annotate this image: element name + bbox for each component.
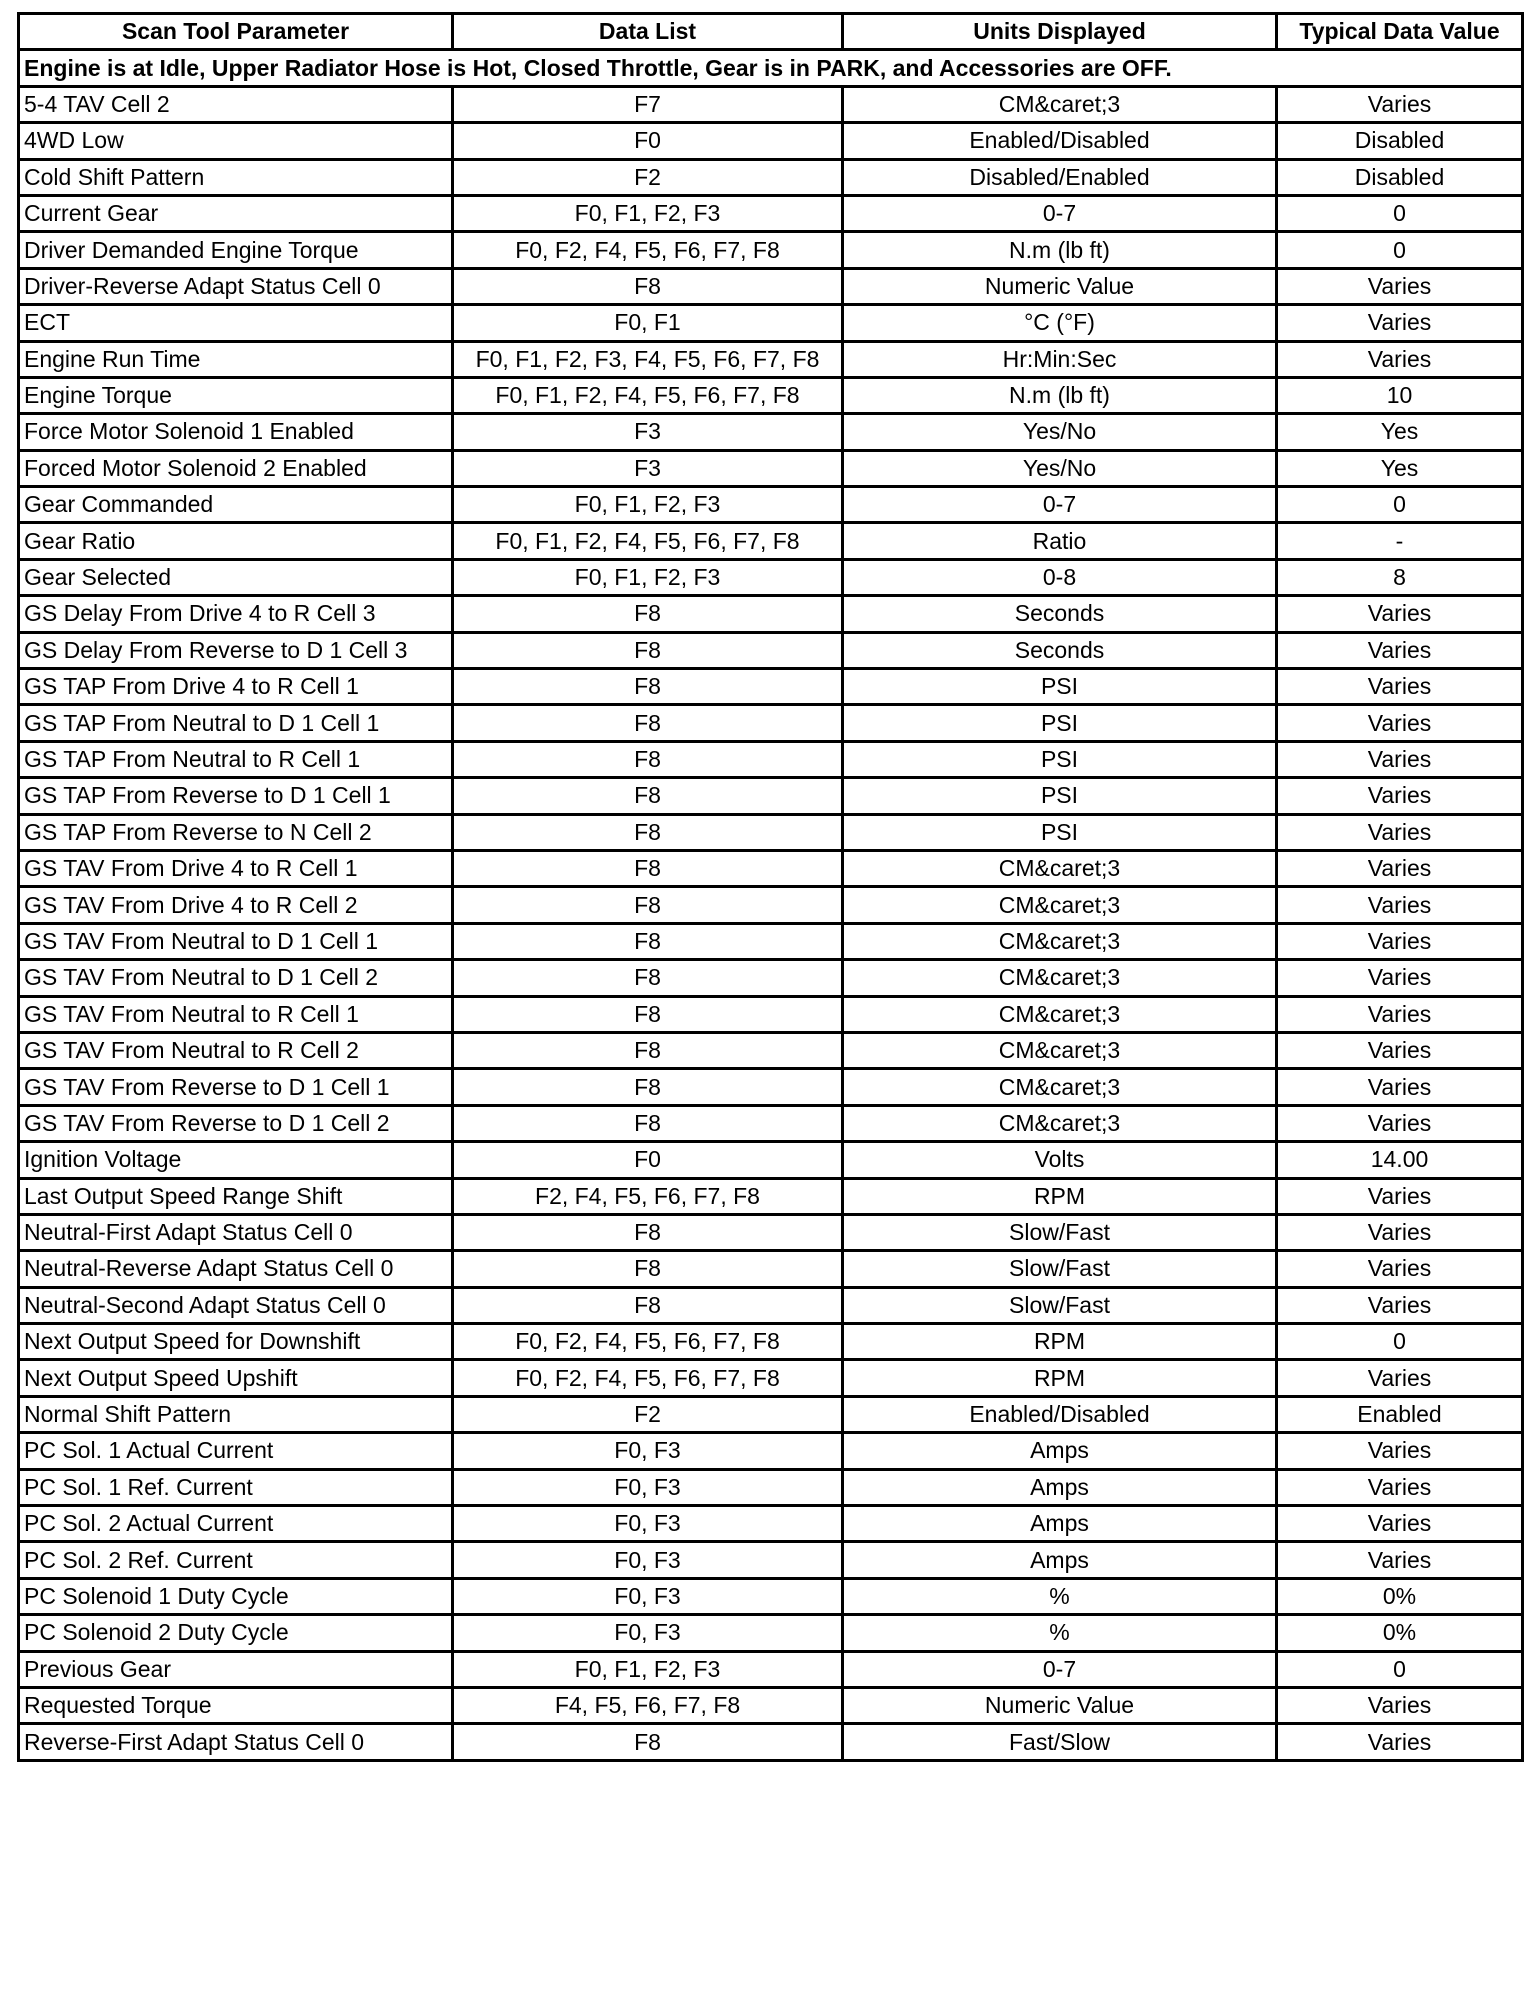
table-row bbox=[19, 123, 1523, 159]
cell-units-displayed: °C (°F) bbox=[843, 305, 1277, 341]
cell-scan-tool-parameter: Engine Run Time bbox=[19, 341, 453, 377]
cell-scan-tool-parameter: GS Delay From Drive 4 to R Cell 3 bbox=[19, 596, 453, 632]
cell-units-displayed: CM&caret;3 bbox=[843, 1105, 1277, 1141]
cell-scan-tool-parameter: GS TAV From Neutral to D 1 Cell 1 bbox=[19, 923, 453, 959]
table-row bbox=[19, 1251, 1523, 1287]
cell-units-displayed: Numeric Value bbox=[843, 1687, 1277, 1723]
cell-typical-data-value: Varies bbox=[1277, 1105, 1523, 1141]
cell-data-list: F0, F1, F2, F3 bbox=[453, 195, 843, 231]
cell-units-displayed: Enabled/Disabled bbox=[843, 1396, 1277, 1432]
cell-typical-data-value: Varies bbox=[1277, 1469, 1523, 1505]
cell-data-list: F0, F1, F2, F4, F5, F6, F7, F8 bbox=[453, 377, 843, 413]
cell-data-list: F8 bbox=[453, 1251, 843, 1287]
cell-data-list: F8 bbox=[453, 1069, 843, 1105]
cell-typical-data-value: 0 bbox=[1277, 487, 1523, 523]
cell-scan-tool-parameter: Gear Commanded bbox=[19, 487, 453, 523]
cell-typical-data-value: 0% bbox=[1277, 1578, 1523, 1614]
cell-data-list: F0, F1, F2, F3 bbox=[453, 1651, 843, 1687]
cell-units-displayed: Amps bbox=[843, 1506, 1277, 1542]
cell-typical-data-value: Disabled bbox=[1277, 159, 1523, 195]
cell-typical-data-value: Varies bbox=[1277, 705, 1523, 741]
cell-scan-tool-parameter: GS TAP From Reverse to N Cell 2 bbox=[19, 814, 453, 850]
table-row bbox=[19, 596, 1523, 632]
table-row bbox=[19, 487, 1523, 523]
cell-units-displayed: Enabled/Disabled bbox=[843, 123, 1277, 159]
cell-scan-tool-parameter: ECT bbox=[19, 305, 453, 341]
cell-typical-data-value: - bbox=[1277, 523, 1523, 559]
cell-units-displayed: N.m (lb ft) bbox=[843, 232, 1277, 268]
table-row bbox=[19, 741, 1523, 777]
cell-typical-data-value: Yes bbox=[1277, 450, 1523, 486]
table-row bbox=[19, 1178, 1523, 1214]
cell-typical-data-value: Varies bbox=[1277, 1433, 1523, 1469]
cell-units-displayed: Seconds bbox=[843, 596, 1277, 632]
cell-units-displayed: % bbox=[843, 1615, 1277, 1651]
cell-typical-data-value: Varies bbox=[1277, 1724, 1523, 1760]
cell-typical-data-value: Varies bbox=[1277, 960, 1523, 996]
table-row bbox=[19, 1069, 1523, 1105]
cell-data-list: F0, F2, F4, F5, F6, F7, F8 bbox=[453, 1324, 843, 1360]
table-row bbox=[19, 996, 1523, 1032]
cell-units-displayed: 0-7 bbox=[843, 195, 1277, 231]
cell-scan-tool-parameter: Reverse-First Adapt Status Cell 0 bbox=[19, 1724, 453, 1760]
cell-scan-tool-parameter: GS TAP From Neutral to D 1 Cell 1 bbox=[19, 705, 453, 741]
cell-typical-data-value: Varies bbox=[1277, 632, 1523, 668]
cell-scan-tool-parameter: PC Sol. 2 Ref. Current bbox=[19, 1542, 453, 1578]
cell-data-list: F0, F3 bbox=[453, 1542, 843, 1578]
cell-data-list: F8 bbox=[453, 850, 843, 886]
table-row bbox=[19, 86, 1523, 122]
cell-data-list: F0 bbox=[453, 123, 843, 159]
cell-data-list: F8 bbox=[453, 1032, 843, 1068]
cell-data-list: F8 bbox=[453, 596, 843, 632]
header-units-displayed: Units Displayed bbox=[843, 14, 1277, 50]
cell-scan-tool-parameter: Last Output Speed Range Shift bbox=[19, 1178, 453, 1214]
cell-scan-tool-parameter: PC Sol. 2 Actual Current bbox=[19, 1506, 453, 1542]
cell-scan-tool-parameter: Neutral-Second Adapt Status Cell 0 bbox=[19, 1287, 453, 1323]
table-row bbox=[19, 1032, 1523, 1068]
cell-data-list: F8 bbox=[453, 632, 843, 668]
cell-units-displayed: CM&caret;3 bbox=[843, 996, 1277, 1032]
cell-scan-tool-parameter: GS TAV From Drive 4 to R Cell 2 bbox=[19, 887, 453, 923]
cell-data-list: F4, F5, F6, F7, F8 bbox=[453, 1687, 843, 1723]
table-row bbox=[19, 1687, 1523, 1723]
cell-scan-tool-parameter: GS TAP From Drive 4 to R Cell 1 bbox=[19, 669, 453, 705]
cell-scan-tool-parameter: GS TAV From Reverse to D 1 Cell 2 bbox=[19, 1105, 453, 1141]
condition-row bbox=[19, 50, 1523, 86]
cell-units-displayed: Volts bbox=[843, 1142, 1277, 1178]
cell-scan-tool-parameter: Force Motor Solenoid 1 Enabled bbox=[19, 414, 453, 450]
cell-data-list: F0 bbox=[453, 1142, 843, 1178]
table-row bbox=[19, 778, 1523, 814]
table-row bbox=[19, 268, 1523, 304]
cell-units-displayed: Seconds bbox=[843, 632, 1277, 668]
table-row bbox=[19, 305, 1523, 341]
cell-units-displayed: CM&caret;3 bbox=[843, 923, 1277, 959]
cell-units-displayed: 0-7 bbox=[843, 487, 1277, 523]
cell-data-list: F8 bbox=[453, 705, 843, 741]
cell-units-displayed: Slow/Fast bbox=[843, 1251, 1277, 1287]
cell-units-displayed: PSI bbox=[843, 669, 1277, 705]
cell-scan-tool-parameter: Forced Motor Solenoid 2 Enabled bbox=[19, 450, 453, 486]
cell-typical-data-value: Varies bbox=[1277, 1287, 1523, 1323]
cell-scan-tool-parameter: Current Gear bbox=[19, 195, 453, 231]
cell-data-list: F8 bbox=[453, 996, 843, 1032]
cell-data-list: F2 bbox=[453, 1396, 843, 1432]
cell-units-displayed: Slow/Fast bbox=[843, 1214, 1277, 1250]
cell-data-list: F7 bbox=[453, 86, 843, 122]
cell-typical-data-value: Varies bbox=[1277, 741, 1523, 777]
cell-typical-data-value: Varies bbox=[1277, 1542, 1523, 1578]
cell-scan-tool-parameter: Next Output Speed for Downshift bbox=[19, 1324, 453, 1360]
cell-units-displayed: Ratio bbox=[843, 523, 1277, 559]
cell-units-displayed: Slow/Fast bbox=[843, 1287, 1277, 1323]
cell-scan-tool-parameter: GS TAP From Reverse to D 1 Cell 1 bbox=[19, 778, 453, 814]
table-row bbox=[19, 705, 1523, 741]
cell-typical-data-value: Varies bbox=[1277, 1214, 1523, 1250]
cell-units-displayed: % bbox=[843, 1578, 1277, 1614]
cell-typical-data-value: Varies bbox=[1277, 1687, 1523, 1723]
cell-units-displayed: N.m (lb ft) bbox=[843, 377, 1277, 413]
cell-data-list: F0, F1, F2, F3, F4, F5, F6, F7, F8 bbox=[453, 341, 843, 377]
header-scan-tool-parameter: Scan Tool Parameter bbox=[19, 14, 453, 50]
cell-typical-data-value: Varies bbox=[1277, 1032, 1523, 1068]
cell-scan-tool-parameter: Gear Selected bbox=[19, 559, 453, 595]
cell-data-list: F3 bbox=[453, 414, 843, 450]
cell-typical-data-value: 10 bbox=[1277, 377, 1523, 413]
cell-scan-tool-parameter: Ignition Voltage bbox=[19, 1142, 453, 1178]
table-row bbox=[19, 1651, 1523, 1687]
cell-typical-data-value: Varies bbox=[1277, 268, 1523, 304]
cell-units-displayed: CM&caret;3 bbox=[843, 1032, 1277, 1068]
table-row bbox=[19, 159, 1523, 195]
cell-typical-data-value: 0 bbox=[1277, 195, 1523, 231]
cell-scan-tool-parameter: PC Sol. 1 Ref. Current bbox=[19, 1469, 453, 1505]
cell-units-displayed: Yes/No bbox=[843, 450, 1277, 486]
cell-data-list: F0, F3 bbox=[453, 1615, 843, 1651]
cell-typical-data-value: Varies bbox=[1277, 814, 1523, 850]
cell-data-list: F0, F2, F4, F5, F6, F7, F8 bbox=[453, 1360, 843, 1396]
cell-typical-data-value: Varies bbox=[1277, 887, 1523, 923]
cell-scan-tool-parameter: 5-4 TAV Cell 2 bbox=[19, 86, 453, 122]
table-row bbox=[19, 559, 1523, 595]
table-row bbox=[19, 1469, 1523, 1505]
cell-scan-tool-parameter: Neutral-First Adapt Status Cell 0 bbox=[19, 1214, 453, 1250]
cell-data-list: F8 bbox=[453, 1724, 843, 1760]
cell-units-displayed: CM&caret;3 bbox=[843, 850, 1277, 886]
table-row bbox=[19, 1433, 1523, 1469]
table-row bbox=[19, 341, 1523, 377]
cell-typical-data-value: 8 bbox=[1277, 559, 1523, 595]
table-row bbox=[19, 1615, 1523, 1651]
cell-typical-data-value: Varies bbox=[1277, 86, 1523, 122]
cell-scan-tool-parameter: Cold Shift Pattern bbox=[19, 159, 453, 195]
table-row bbox=[19, 632, 1523, 668]
cell-data-list: F8 bbox=[453, 1214, 843, 1250]
cell-data-list: F8 bbox=[453, 268, 843, 304]
cell-data-list: F8 bbox=[453, 1105, 843, 1141]
test-condition-text: Engine is at Idle, Upper Radiator Hose is Hot, Closed Throttle, Gear is in PARK, and Accessories are OFF. bbox=[19, 50, 1523, 86]
table-row bbox=[19, 1287, 1523, 1323]
table-row bbox=[19, 232, 1523, 268]
table-row bbox=[19, 195, 1523, 231]
cell-units-displayed: PSI bbox=[843, 778, 1277, 814]
cell-units-displayed: Numeric Value bbox=[843, 268, 1277, 304]
cell-data-list: F8 bbox=[453, 960, 843, 996]
cell-data-list: F8 bbox=[453, 814, 843, 850]
cell-data-list: F8 bbox=[453, 741, 843, 777]
cell-data-list: F8 bbox=[453, 669, 843, 705]
cell-scan-tool-parameter: Driver Demanded Engine Torque bbox=[19, 232, 453, 268]
cell-units-displayed: PSI bbox=[843, 814, 1277, 850]
cell-units-displayed: PSI bbox=[843, 705, 1277, 741]
cell-data-list: F8 bbox=[453, 923, 843, 959]
cell-scan-tool-parameter: GS TAV From Neutral to D 1 Cell 2 bbox=[19, 960, 453, 996]
cell-typical-data-value: Varies bbox=[1277, 778, 1523, 814]
scan-tool-data-table bbox=[17, 12, 1524, 1762]
header-typical-data-value: Typical Data Value bbox=[1277, 14, 1523, 50]
cell-data-list: F0, F1, F2, F3 bbox=[453, 559, 843, 595]
table-row bbox=[19, 1396, 1523, 1432]
cell-typical-data-value: 0 bbox=[1277, 1324, 1523, 1360]
cell-typical-data-value: Enabled bbox=[1277, 1396, 1523, 1432]
table-row bbox=[19, 450, 1523, 486]
cell-typical-data-value: Varies bbox=[1277, 1178, 1523, 1214]
cell-typical-data-value: Yes bbox=[1277, 414, 1523, 450]
cell-data-list: F8 bbox=[453, 1287, 843, 1323]
cell-data-list: F2 bbox=[453, 159, 843, 195]
cell-typical-data-value: Disabled bbox=[1277, 123, 1523, 159]
cell-units-displayed: RPM bbox=[843, 1360, 1277, 1396]
cell-typical-data-value: Varies bbox=[1277, 923, 1523, 959]
cell-data-list: F0, F1, F2, F4, F5, F6, F7, F8 bbox=[453, 523, 843, 559]
table-row bbox=[19, 814, 1523, 850]
table-row bbox=[19, 1324, 1523, 1360]
cell-typical-data-value: Varies bbox=[1277, 1251, 1523, 1287]
cell-scan-tool-parameter: 4WD Low bbox=[19, 123, 453, 159]
cell-scan-tool-parameter: Normal Shift Pattern bbox=[19, 1396, 453, 1432]
cell-units-displayed: Hr:Min:Sec bbox=[843, 341, 1277, 377]
table-row bbox=[19, 850, 1523, 886]
cell-typical-data-value: Varies bbox=[1277, 341, 1523, 377]
table-row bbox=[19, 1105, 1523, 1141]
cell-data-list: F0, F3 bbox=[453, 1433, 843, 1469]
table-row bbox=[19, 414, 1523, 450]
header-data-list: Data List bbox=[453, 14, 843, 50]
table-row bbox=[19, 887, 1523, 923]
cell-scan-tool-parameter: GS TAV From Neutral to R Cell 1 bbox=[19, 996, 453, 1032]
cell-typical-data-value: Varies bbox=[1277, 596, 1523, 632]
cell-units-displayed: Yes/No bbox=[843, 414, 1277, 450]
cell-data-list: F0, F3 bbox=[453, 1469, 843, 1505]
table-row bbox=[19, 1578, 1523, 1614]
table-row bbox=[19, 923, 1523, 959]
cell-scan-tool-parameter: PC Solenoid 2 Duty Cycle bbox=[19, 1615, 453, 1651]
cell-scan-tool-parameter: Previous Gear bbox=[19, 1651, 453, 1687]
cell-data-list: F0, F2, F4, F5, F6, F7, F8 bbox=[453, 232, 843, 268]
cell-data-list: F2, F4, F5, F6, F7, F8 bbox=[453, 1178, 843, 1214]
cell-units-displayed: RPM bbox=[843, 1178, 1277, 1214]
cell-units-displayed: Amps bbox=[843, 1542, 1277, 1578]
cell-units-displayed: RPM bbox=[843, 1324, 1277, 1360]
cell-scan-tool-parameter: Next Output Speed Upshift bbox=[19, 1360, 453, 1396]
table-row bbox=[19, 1724, 1523, 1760]
table-header-row bbox=[19, 14, 1523, 50]
cell-typical-data-value: Varies bbox=[1277, 1506, 1523, 1542]
table-row bbox=[19, 1214, 1523, 1250]
cell-scan-tool-parameter: GS TAV From Neutral to R Cell 2 bbox=[19, 1032, 453, 1068]
cell-scan-tool-parameter: GS Delay From Reverse to D 1 Cell 3 bbox=[19, 632, 453, 668]
table-row bbox=[19, 523, 1523, 559]
cell-data-list: F8 bbox=[453, 887, 843, 923]
cell-typical-data-value: Varies bbox=[1277, 996, 1523, 1032]
cell-scan-tool-parameter: Gear Ratio bbox=[19, 523, 453, 559]
table-row bbox=[19, 1360, 1523, 1396]
cell-units-displayed: CM&caret;3 bbox=[843, 887, 1277, 923]
cell-scan-tool-parameter: Requested Torque bbox=[19, 1687, 453, 1723]
cell-scan-tool-parameter: PC Solenoid 1 Duty Cycle bbox=[19, 1578, 453, 1614]
cell-units-displayed: Disabled/Enabled bbox=[843, 159, 1277, 195]
table-row bbox=[19, 669, 1523, 705]
cell-units-displayed: CM&caret;3 bbox=[843, 1069, 1277, 1105]
cell-data-list: F0, F3 bbox=[453, 1506, 843, 1542]
cell-typical-data-value: Varies bbox=[1277, 305, 1523, 341]
cell-scan-tool-parameter: PC Sol. 1 Actual Current bbox=[19, 1433, 453, 1469]
cell-typical-data-value: 0 bbox=[1277, 232, 1523, 268]
table-row bbox=[19, 1542, 1523, 1578]
cell-units-displayed: Fast/Slow bbox=[843, 1724, 1277, 1760]
table-row bbox=[19, 377, 1523, 413]
cell-scan-tool-parameter: Neutral-Reverse Adapt Status Cell 0 bbox=[19, 1251, 453, 1287]
cell-data-list: F8 bbox=[453, 778, 843, 814]
table-row bbox=[19, 960, 1523, 996]
cell-units-displayed: CM&caret;3 bbox=[843, 960, 1277, 996]
cell-units-displayed: Amps bbox=[843, 1433, 1277, 1469]
cell-scan-tool-parameter: Engine Torque bbox=[19, 377, 453, 413]
cell-units-displayed: 0-7 bbox=[843, 1651, 1277, 1687]
table-row bbox=[19, 1142, 1523, 1178]
cell-data-list: F0, F1 bbox=[453, 305, 843, 341]
cell-typical-data-value: Varies bbox=[1277, 1360, 1523, 1396]
table-body bbox=[19, 50, 1523, 1760]
cell-scan-tool-parameter: Driver-Reverse Adapt Status Cell 0 bbox=[19, 268, 453, 304]
cell-units-displayed: Amps bbox=[843, 1469, 1277, 1505]
cell-typical-data-value: 14.00 bbox=[1277, 1142, 1523, 1178]
cell-scan-tool-parameter: GS TAV From Drive 4 to R Cell 1 bbox=[19, 850, 453, 886]
cell-units-displayed: PSI bbox=[843, 741, 1277, 777]
cell-scan-tool-parameter: GS TAP From Neutral to R Cell 1 bbox=[19, 741, 453, 777]
cell-data-list: F0, F3 bbox=[453, 1578, 843, 1614]
cell-typical-data-value: Varies bbox=[1277, 669, 1523, 705]
cell-units-displayed: 0-8 bbox=[843, 559, 1277, 595]
cell-typical-data-value: Varies bbox=[1277, 850, 1523, 886]
cell-data-list: F3 bbox=[453, 450, 843, 486]
cell-data-list: F0, F1, F2, F3 bbox=[453, 487, 843, 523]
cell-typical-data-value: 0 bbox=[1277, 1651, 1523, 1687]
table-row bbox=[19, 1506, 1523, 1542]
cell-typical-data-value: Varies bbox=[1277, 1069, 1523, 1105]
cell-typical-data-value: 0% bbox=[1277, 1615, 1523, 1651]
cell-scan-tool-parameter: GS TAV From Reverse to D 1 Cell 1 bbox=[19, 1069, 453, 1105]
cell-units-displayed: CM&caret;3 bbox=[843, 86, 1277, 122]
